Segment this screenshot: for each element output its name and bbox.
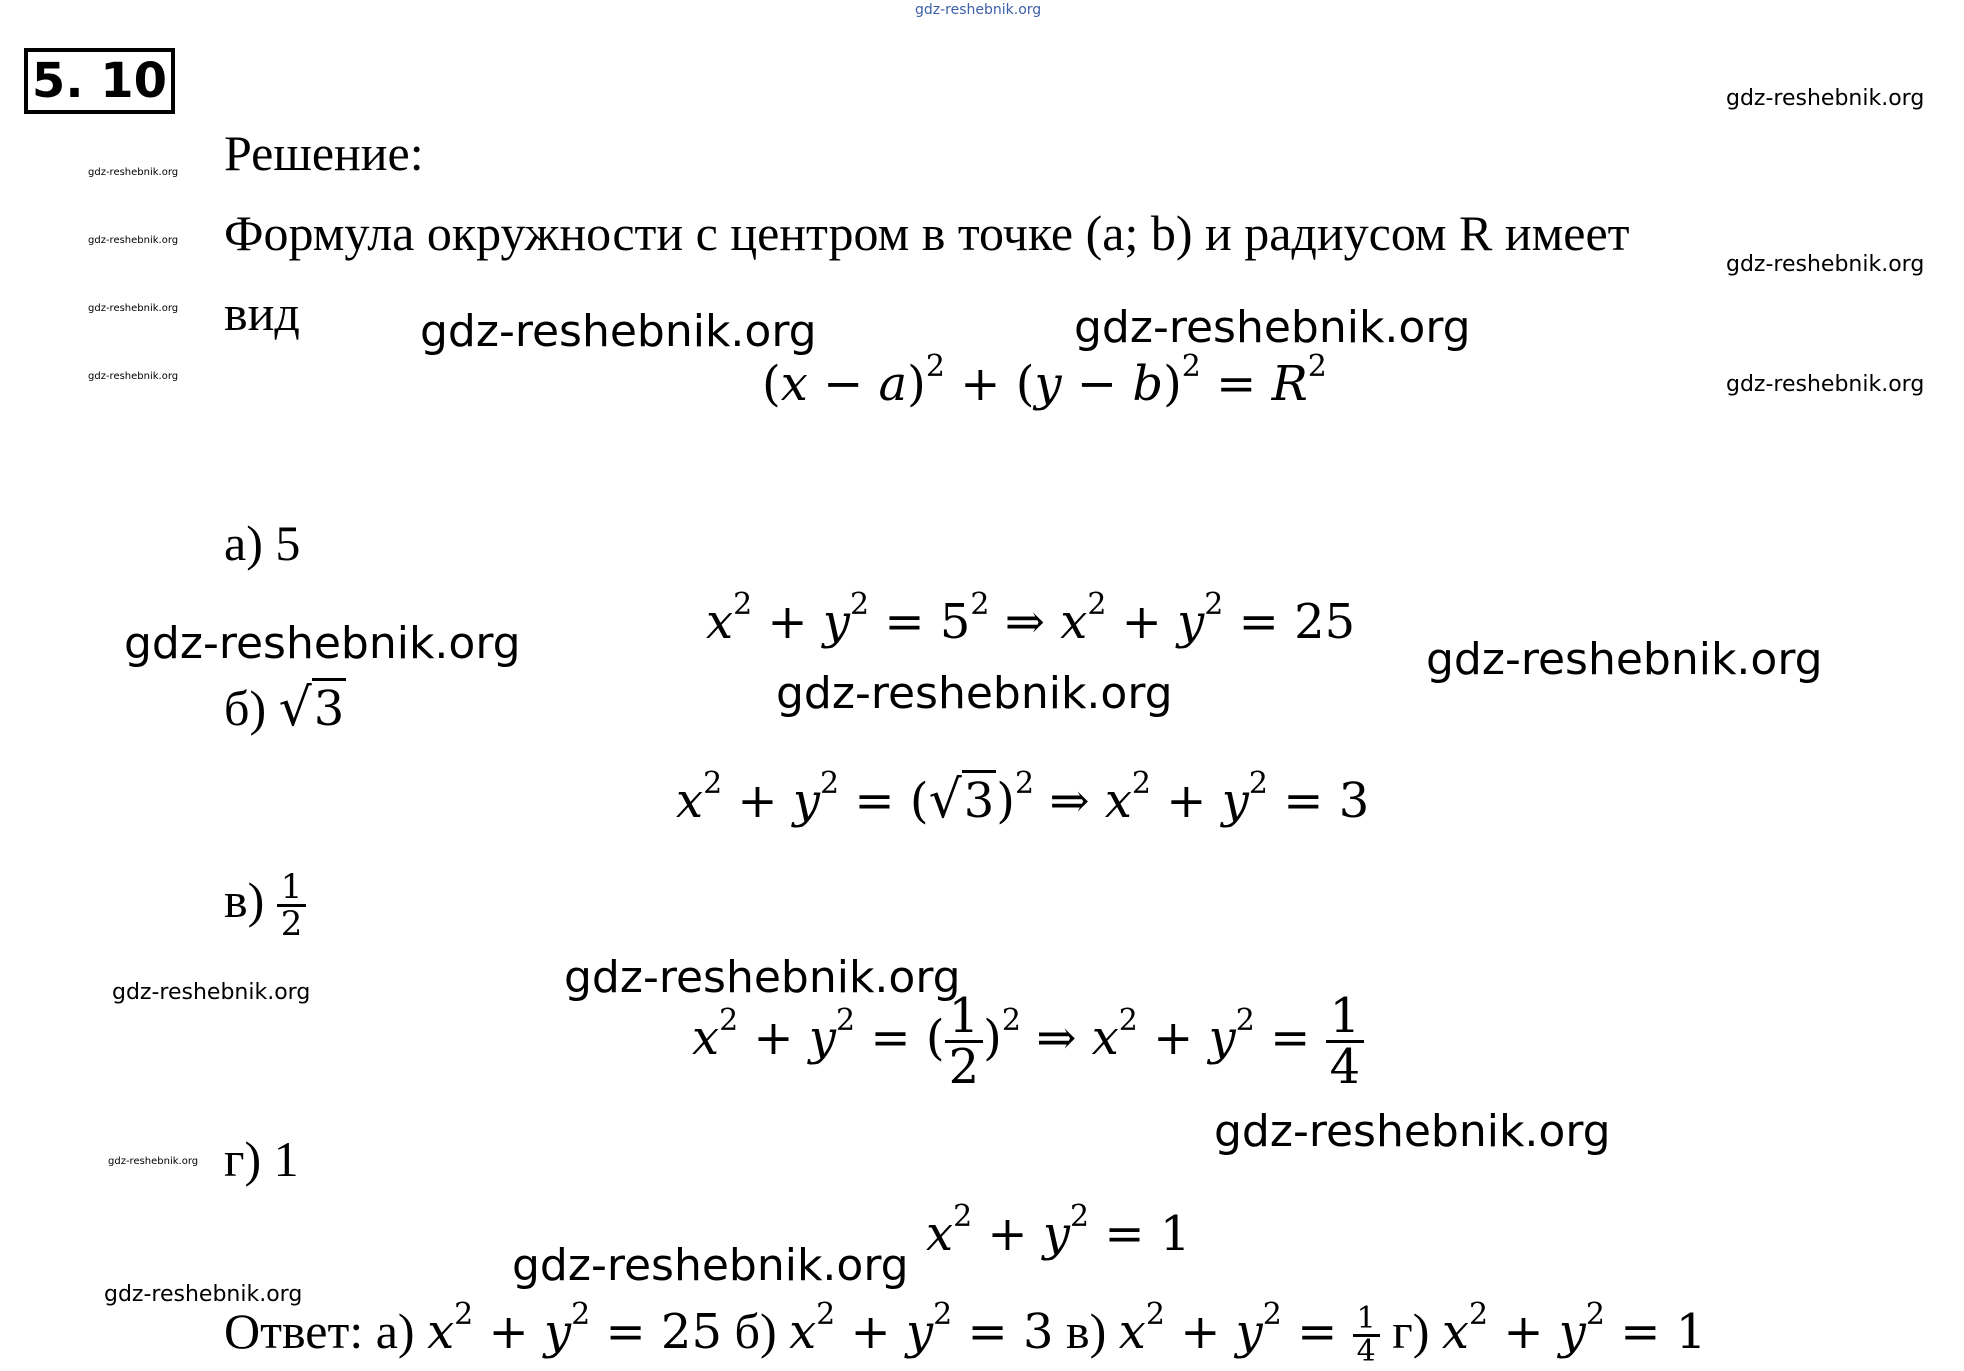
part-v-equation: $x^2 + y^2$ = ( $\frac{1}{2}$ )$^2$ ⇒ $x^2 + y^2$ = $\frac{1}{4}$ [692,992,1364,1091]
part-b-label: б) √3 [224,678,345,738]
watermark-big-4: gdz-reshebnik.org [1426,634,1823,685]
watermark-right-2: gdz-reshebnik.org [1726,252,1925,277]
watermark-big-3: gdz-reshebnik.org [124,618,521,669]
intro-line-2: вид [224,285,300,341]
answer-line: Ответ: а) $x^2 + y^2 = 25$ б) $x^2 + y^2 = 3$ в) $x^2 + y^2$ = $\frac{1}{4}$ г) $x^2 + y^2 = 1$ [224,1297,1707,1369]
part-a-equation: $x^2 + y^2 = 5^2$ ⇒ $x^2 + y^2 = 25$ [706,587,1356,650]
watermark-left-1: gdz-reshebnik.org [88,167,179,178]
watermark-big-5: gdz-reshebnik.org [776,668,1173,719]
watermark-big-6: gdz-reshebnik.org [564,952,961,1003]
part-g-label: г) 1 [224,1131,299,1187]
part-b-equation: $x^2 + y^2 = (√3)^2$ ⇒ $x^2 + y^2 = 3$ [676,766,1370,830]
watermark-mid-2: gdz-reshebnik.org [104,1282,303,1307]
watermark-right-3: gdz-reshebnik.org [1726,372,1925,397]
watermark-right-1: gdz-reshebnik.org [1726,86,1925,111]
watermark-mid-1: gdz-reshebnik.org [112,980,311,1005]
watermark-big-2: gdz-reshebnik.org [1074,302,1471,353]
watermark-left-5: gdz-reshebnik.org [108,1156,199,1167]
watermark-big-7: gdz-reshebnik.org [1214,1106,1611,1157]
watermark-left-3: gdz-reshebnik.org [88,303,179,314]
problem-number: 5. 10 [24,48,175,114]
intro-line-1: Формула окружности с центром в точке (a; b) и радиусом R имеет [224,205,1630,261]
circle-formula: $(x - a)^2 + (y - b)^2 = R^2$ [762,349,1327,412]
solution-label: Решение: [224,125,424,181]
part-g-equation: $x^2 + y^2 = 1$ [926,1199,1191,1262]
watermark-left-4: gdz-reshebnik.org [88,371,179,382]
part-v-label: в) $\frac{1}{2}$ [224,870,306,941]
watermark-top: gdz-reshebnik.org [915,2,1042,18]
watermark-left-2: gdz-reshebnik.org [88,235,179,246]
watermark-big-1: gdz-reshebnik.org [420,306,817,357]
part-a-label: а) 5 [224,515,301,571]
watermark-big-8: gdz-reshebnik.org [512,1240,909,1291]
